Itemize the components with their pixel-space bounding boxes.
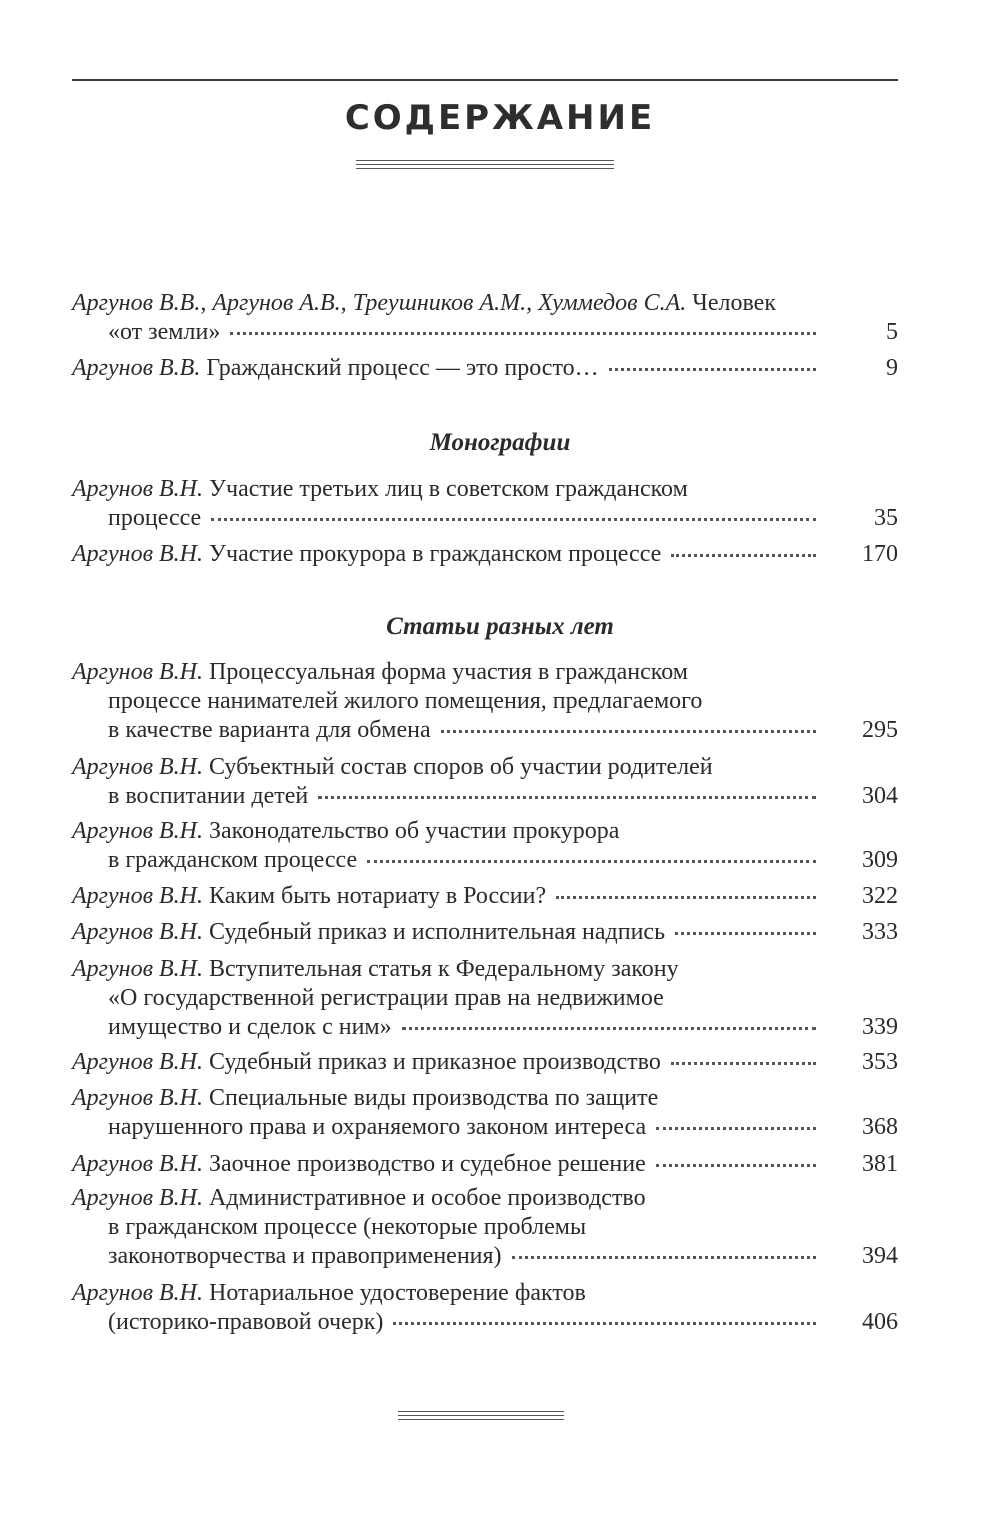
entry-title: Процессуальная форма участия в гражданском bbox=[209, 659, 688, 685]
entry-title: «от земли» bbox=[108, 319, 221, 345]
toc-entry[interactable] bbox=[72, 753, 898, 811]
entry-title: Специальные виды производства по защите bbox=[209, 1085, 659, 1111]
entry-author: Аргунов В.Н. bbox=[72, 1185, 203, 1211]
page-number: 295 bbox=[862, 717, 898, 743]
entry-title: в гражданском процессе bbox=[108, 847, 358, 873]
dot-leader bbox=[656, 1126, 816, 1130]
entry-author: Аргунов В.Н. bbox=[72, 1085, 203, 1111]
dot-leader bbox=[211, 517, 816, 521]
entry-title: «О государственной регистрации прав на недвижимое bbox=[108, 985, 664, 1011]
page-number: 333 bbox=[862, 919, 898, 945]
entry-author: Аргунов В.Н. bbox=[72, 754, 203, 780]
page-number: 406 bbox=[862, 1309, 898, 1335]
dot-leader bbox=[441, 729, 816, 733]
dot-leader bbox=[512, 1255, 816, 1259]
entry-title: Субъектный состав споров об участии родителей bbox=[209, 754, 713, 780]
toc-entry[interactable] bbox=[72, 955, 898, 1042]
entry-title: Гражданский процесс — это просто… bbox=[206, 355, 599, 381]
entry-author: Аргунов В.Н. bbox=[72, 919, 203, 945]
top-rule bbox=[72, 79, 898, 81]
page-title: СОДЕРЖАНИЕ bbox=[344, 98, 656, 138]
entry-title: Вступительная статья к Федеральному закону bbox=[209, 956, 679, 982]
page-number: 353 bbox=[862, 1049, 898, 1075]
toc-entry[interactable] bbox=[72, 658, 898, 745]
dot-leader bbox=[367, 859, 816, 863]
entry-title: процессе bbox=[108, 505, 202, 531]
entry-author: Аргунов В.Н. bbox=[72, 1151, 203, 1177]
entry-author: Аргунов В.Н. bbox=[72, 956, 203, 982]
dot-leader bbox=[671, 553, 816, 557]
entry-title: Законодательство об участии прокурора bbox=[209, 818, 620, 844]
toc-entry[interactable] bbox=[72, 289, 898, 347]
entry-title: законотворчества и правоприменения) bbox=[108, 1243, 502, 1269]
toc-entry[interactable] bbox=[72, 1184, 898, 1271]
entry-author: Аргунов В.В. bbox=[72, 355, 201, 381]
dot-leader bbox=[230, 331, 816, 335]
toc-entry[interactable] bbox=[72, 882, 898, 911]
dot-leader bbox=[609, 367, 816, 371]
section-heading: Статьи разных лет bbox=[386, 613, 614, 640]
bottom-ornament bbox=[398, 1411, 564, 1420]
entry-title: процессе нанимателей жилого помещения, предлагаемого bbox=[108, 688, 703, 714]
dot-leader bbox=[671, 1061, 816, 1065]
page-number: 339 bbox=[862, 1014, 898, 1040]
entry-author: Аргунов В.Н. bbox=[72, 1049, 203, 1075]
page-number: 5 bbox=[886, 319, 898, 345]
page-number: 9 bbox=[886, 355, 898, 381]
toc-entry[interactable] bbox=[72, 475, 898, 533]
dot-leader bbox=[656, 1163, 816, 1167]
page-number: 394 bbox=[862, 1243, 898, 1269]
toc-entry[interactable] bbox=[72, 817, 898, 875]
entry-title: Каким быть нотариату в России? bbox=[209, 883, 547, 909]
entry-title: нарушенного права и охраняемого законом интереса bbox=[108, 1114, 647, 1140]
page-number: 170 bbox=[862, 541, 898, 567]
page-number: 309 bbox=[862, 847, 898, 873]
entry-author: Аргунов В.Н. bbox=[72, 883, 203, 909]
page-number: 304 bbox=[862, 783, 898, 809]
entry-author: Аргунов В.Н. bbox=[72, 1280, 203, 1306]
entry-title: Судебный приказ и исполнительная надпись bbox=[209, 919, 666, 945]
toc-entry[interactable] bbox=[72, 918, 898, 947]
entry-title: Участие прокурора в гражданском процессе bbox=[209, 541, 662, 567]
dot-leader bbox=[675, 931, 816, 935]
entry-title: в воспитании детей bbox=[108, 783, 309, 809]
entry-title: (историко-правовой очерк) bbox=[108, 1309, 384, 1335]
entry-title: в качестве варианта для обмена bbox=[108, 717, 431, 743]
toc-entry[interactable] bbox=[72, 540, 898, 569]
dot-leader bbox=[393, 1321, 816, 1325]
entry-title: Судебный приказ и приказное производство bbox=[209, 1049, 661, 1075]
entry-title: Человек bbox=[692, 290, 776, 316]
entry-author: Аргунов В.Н. bbox=[72, 818, 203, 844]
toc-entry[interactable] bbox=[72, 1279, 898, 1337]
section-heading: Монографии bbox=[429, 429, 571, 456]
entry-title: в гражданском процессе (некоторые проблемы bbox=[108, 1214, 587, 1240]
toc-entry[interactable] bbox=[72, 1048, 898, 1077]
toc-entry[interactable] bbox=[72, 1084, 898, 1142]
entry-title: Заочное производство и судебное решение bbox=[209, 1151, 646, 1177]
toc-entry[interactable] bbox=[72, 354, 898, 383]
entry-author: Аргунов В.Н. bbox=[72, 659, 203, 685]
title-ornament bbox=[356, 160, 614, 169]
toc-entry[interactable] bbox=[72, 1150, 898, 1179]
entry-author: Аргунов В.Н. bbox=[72, 476, 203, 502]
entry-author: Аргунов В.Н. bbox=[72, 541, 203, 567]
dot-leader bbox=[318, 795, 816, 799]
page-number: 322 bbox=[862, 883, 898, 909]
page-number: 368 bbox=[862, 1114, 898, 1140]
entry-title: Участие третьих лиц в советском гражданском bbox=[209, 476, 688, 502]
dot-leader bbox=[402, 1026, 816, 1030]
entry-title: имущество и сделок с ним» bbox=[108, 1014, 392, 1040]
entry-author: Аргунов В.В., Аргунов А.В., Треушников А.М., Хуммедов С.А. bbox=[72, 290, 687, 316]
dot-leader bbox=[556, 895, 816, 899]
entry-title: Административное и особое производство bbox=[209, 1185, 646, 1211]
page-number: 381 bbox=[862, 1151, 898, 1177]
page-number: 35 bbox=[874, 505, 898, 531]
entry-title: Нотариальное удостоверение фактов bbox=[209, 1280, 586, 1306]
